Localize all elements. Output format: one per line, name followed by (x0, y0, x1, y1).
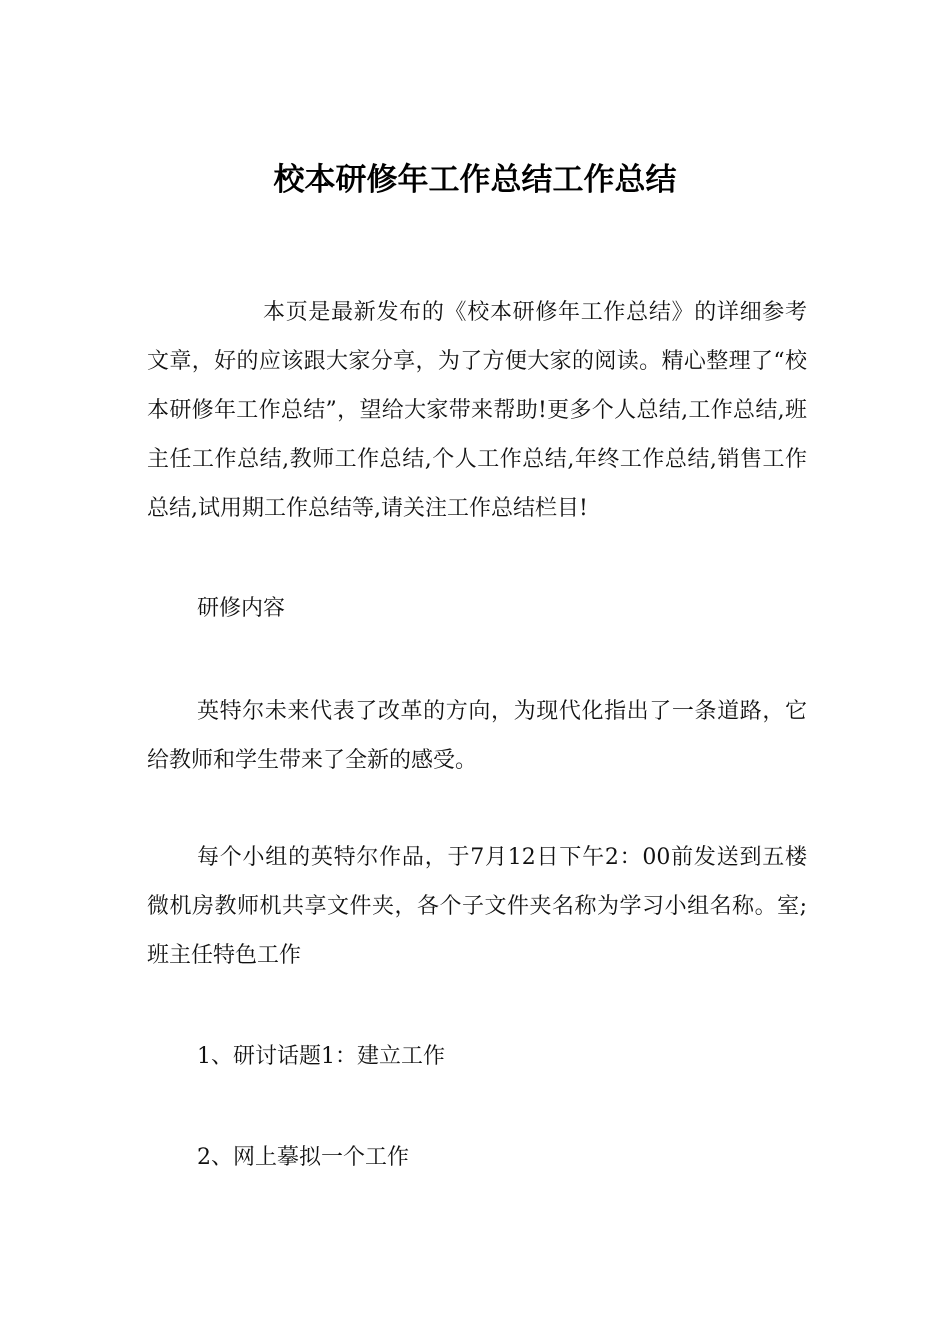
list-item-1: 1、研讨话题1：建立工作 (197, 1044, 445, 1069)
paragraph-intel-future: 英特尔未来代表了改革的方向，为现代化指出了一条道路，它给教师和学生带来了全新的感受。 (147, 699, 807, 773)
document-title: 校本研修年工作总结工作总结 (273, 162, 677, 198)
section-heading: 研修内容 (197, 596, 286, 621)
list-item-2: 2、网上摹拟一个工作 (197, 1145, 409, 1170)
intro-paragraph: 本页是最新发布的《校本研修年工作总结》的详细参考文章，好的应该跟大家分享，为了方便大家的阅读。精心整理了“校本研修年工作总结”，望给大家带来帮助!更多个人总结,工作总结,班主任工作总结,教师工作总结,个人工作总结,年终工作总结,销售工作总结,试用期工作总结等,请关注工作总结栏目! (147, 300, 807, 521)
paragraph-submission: 每个小组的英特尔作品，于7月12日下午2：00前发送到五楼微机房教师机共享文件夹，各个子文件夹名称为学习小组名称。室;班主任特色工作 (147, 845, 807, 968)
